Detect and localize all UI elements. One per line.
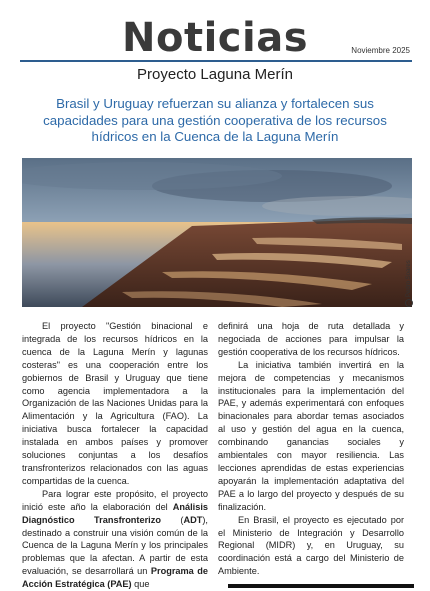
- article-headline: Brasil y Uruguay refuerzan su alianza y fortalecen sus capacidades para una gestión cooperativa de los recursos hídricos en la Cuenca de la Laguna Merín: [43, 96, 387, 144]
- issue-date: Noviembre 2025: [351, 46, 410, 55]
- masthead-subtitle: Proyecto Laguna Merín: [137, 66, 293, 83]
- article-column-left: [22, 320, 208, 591]
- paragraph-4: La iniciativa también invertirá en la mejora de competencias y mecanismos institucionales para la implementación del PAE, y además experimentará con enfoques binacionales para abordar temas asociados al uso y gestión del agua en la cuenca, combinando ganancias sociales y ambientales con mayor resiliencia. Las lecciones aprendidas de estas experiencias apoyarán la implementación adaptativa del PAE a lo largo del proyecto y después de su finalización.: [218, 359, 404, 512]
- creative-commons-icon: cc: [406, 301, 411, 305]
- photo-credit: [405, 260, 413, 307]
- article-column-right: [218, 320, 404, 578]
- paragraph-1: El proyecto "Gestión binacional e integrada de los recursos hídricos en la cuenca de la Laguna Merín y lagunas costeras" es una cooperación entre los gobiernos de Brasil y Uruguay que tiene como agencia implementadora a la Organización de las Naciones Unidas para la Alimentación y la Agricultura (FAO). La iniciativa busca fortalecer la capacidad instalada en ambos países y promover soluciones conjuntas a los desafíos transfronterizos relacionados con las aguas compartidas de la cuenca.: [22, 321, 208, 486]
- footer-bar: [228, 584, 414, 588]
- paragraph-2: Para lograr este propósito, el proyecto inició este año la elaboración del Análisis Diagnóstico Transfronterizo (ADT), destinado a construir una visión común de la Cuenca de la Laguna Merín y los principales problemas que la afectan. A partir de esta evaluación, se desarrollará un Programa de Acción Estratégica (PAE) que: [22, 488, 208, 590]
- paragraph-5: En Brasil, el proyecto es ejecutado por el Ministerio de Integración y Desarrollo Regional (MIDR) y, en Uruguay, su coordinación está a cargo del Ministerio de Ambiente.: [218, 514, 404, 577]
- masthead-title: Noticias: [121, 15, 308, 61]
- photo-credit-text: Pedro Soares: [406, 260, 412, 297]
- paragraph-3: definirá una hoja de ruta detallada y negociada de acciones para impulsar la gestión cooperativa de los recursos hídricos.: [218, 321, 404, 357]
- lagoon-sunset-photo: [22, 158, 412, 307]
- masthead-rule: [20, 60, 412, 62]
